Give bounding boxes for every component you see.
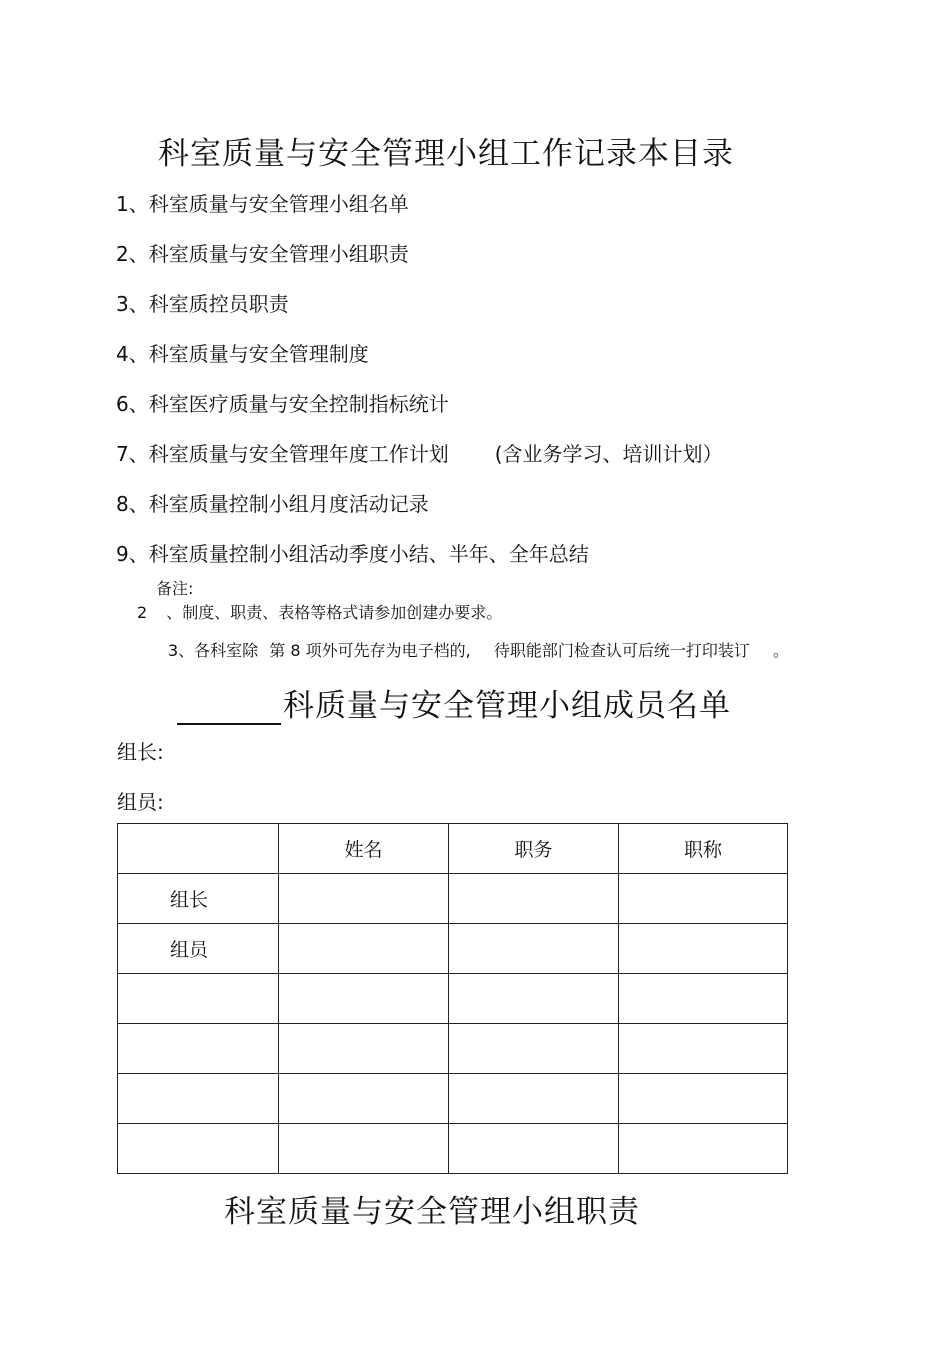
table-header-cell [118,824,279,874]
table-row-label: 组员 [118,924,279,974]
table-cell[interactable] [279,1124,449,1174]
table-cell[interactable] [449,924,619,974]
toc-item-number: 4、 [116,342,149,366]
note-line-1-number: 2 [137,603,148,622]
toc-item-number: 3、 [116,292,149,316]
toc-item [116,188,409,217]
toc-item-text: 科室质量与安全管理小组职责 [148,242,409,266]
leader-label: 组长: [117,740,164,764]
toc-item [116,238,409,267]
table-cell[interactable] [449,974,619,1024]
table-cell[interactable] [279,1024,449,1074]
table-cell[interactable] [619,924,788,974]
toc-item-extra: (含业务学习、培训计划） [494,442,723,466]
toc-item-text: 科室医疗质量与安全控制指标统计 [148,392,449,416]
table-cell[interactable] [279,874,449,924]
table-cell[interactable] [449,1124,619,1174]
toc-item [116,488,429,517]
note-line-2-part-a: 3、各科室除 [168,641,259,660]
table-cell[interactable] [449,1074,619,1124]
table-cell[interactable] [449,874,619,924]
toc-item-text: 科室质控员职责 [148,292,289,316]
table-row [118,924,788,974]
note-line-2-part-b: 第 8 项外可先存为电子档的, [269,641,471,660]
table-row-label [118,974,279,1024]
toc-item-number: 2、 [116,242,149,266]
table-row-label [118,1124,279,1174]
table-cell[interactable] [279,924,449,974]
toc-item-text: 科室质量控制小组活动季度小结、半年、全年总结 [148,542,589,566]
table-header-cell: 职务 [449,824,619,874]
note-line-1-text: 、制度、职责、表格等格式请参加创建办要求。 [166,603,503,622]
table-row [118,874,788,924]
toc-item-number: 6、 [116,392,149,416]
department-name-blank[interactable] [177,693,281,725]
table-cell[interactable] [619,874,788,924]
table-cell[interactable] [619,1074,788,1124]
table-row [118,1074,788,1124]
duties-title: 科室质量与安全管理小组职责 [224,1194,640,1230]
toc-item-number: 1、 [116,192,149,216]
note-line-1 [137,600,502,623]
table-row-label [118,1024,279,1074]
table-row-label [118,1074,279,1124]
note-line-2 [168,638,789,661]
toc-item [116,388,449,417]
members-table [117,823,788,1174]
toc-item [116,438,723,467]
toc-title: 科室质量与安全管理小组工作记录本目录 [158,136,734,172]
members-title [177,680,731,725]
toc-item-number: 7、 [116,442,149,466]
toc-item-number: 9、 [116,542,149,566]
table-cell[interactable] [619,1024,788,1074]
toc-item-number: 8、 [116,492,149,516]
members-title-text: 科质量与安全管理小组成员名单 [283,688,731,724]
note-line-2-part-c: 待职能部门检查认可后统一打印装订 [493,641,750,660]
table-cell[interactable] [619,974,788,1024]
toc-item [116,288,289,317]
table-header-cell: 姓名 [279,824,449,874]
table-cell[interactable] [279,974,449,1024]
table-row [118,1124,788,1174]
toc-item-text: 科室质量控制小组月度活动记录 [148,492,429,516]
toc-item-text: 科室质量与安全管理制度 [148,342,369,366]
toc-item [116,338,369,367]
member-label: 组员: [117,790,164,814]
note-line-2-part-d: 。 [772,641,789,660]
table-cell[interactable] [619,1124,788,1174]
table-cell[interactable] [279,1074,449,1124]
toc-item-text: 科室质量与安全管理小组名单 [148,192,409,216]
table-header-row [118,824,788,874]
notes-label: 备注: [156,579,194,598]
toc-item-text: 科室质量与安全管理年度工作计划 [148,442,449,466]
table-header-cell: 职称 [619,824,788,874]
table-row-label: 组长 [118,874,279,924]
table-row [118,1024,788,1074]
table-cell[interactable] [449,1024,619,1074]
toc-item [116,538,589,567]
table-row [118,974,788,1024]
